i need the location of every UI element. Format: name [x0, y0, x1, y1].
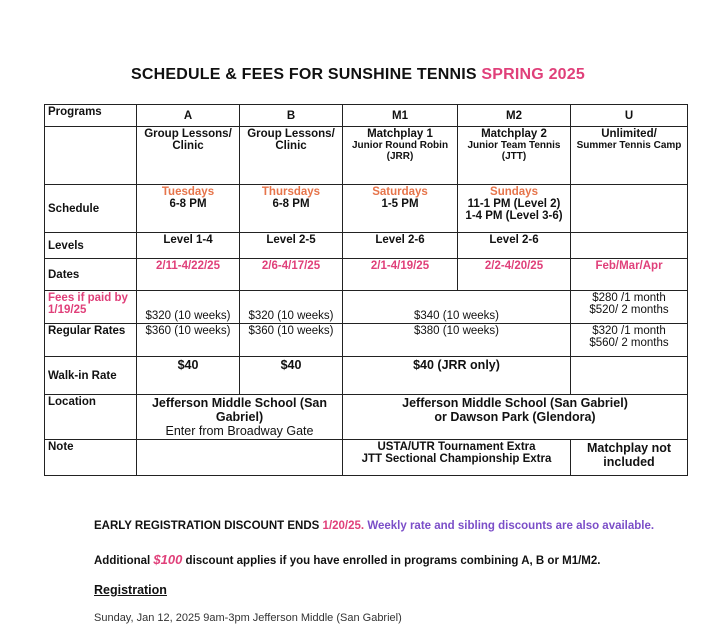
level-u: [571, 233, 688, 259]
title-season: SPRING 2025: [481, 66, 585, 83]
schedule-m2: Sundays 11-1 PM (Level 2) 1-4 PM (Level 3-6): [458, 185, 571, 233]
table-row: [45, 324, 688, 357]
dates-a: 2/11-4/22/25: [137, 259, 240, 291]
registration-line: Sunday, Jan 12, 2025 9am-3pm Jefferson Middle (San Gabriel): [94, 612, 402, 624]
schedule-m1: Saturdays 1-5 PM: [343, 185, 458, 233]
program-name-u: Unlimited/ Summer Tennis Camp: [571, 127, 688, 185]
level-m1: Level 2-6: [343, 233, 458, 259]
table-row: [45, 185, 688, 233]
fees-early-label: Fees if paid by 1/19/25: [45, 291, 137, 324]
dates-u: Feb/Mar/Apr: [571, 259, 688, 291]
regular-rates-label: Regular Rates: [45, 324, 137, 357]
fee-regular-a: $360 (10 weeks): [137, 324, 240, 357]
program-name-b: Group Lessons/ Clinic: [240, 127, 343, 185]
level-b: Level 2-5: [240, 233, 343, 259]
table-row: [45, 395, 688, 440]
table-row: [45, 291, 688, 324]
early-registration-note: EARLY REGISTRATION DISCOUNT ENDS 1/20/25. Weekly rate and sibling discounts are also available.: [94, 520, 655, 532]
additional-discount-note: Additional $100 discount applies if you have enrolled in programs combining A, B or M1/M2.: [94, 552, 601, 567]
fee-regular-b: $360 (10 weeks): [240, 324, 343, 357]
fee-early-a: $320 (10 weeks): [137, 291, 240, 324]
walkin-a: $40: [137, 357, 240, 395]
column-header-m2: M2: [458, 105, 571, 127]
walkin-b: $40: [240, 357, 343, 395]
table-row: [45, 127, 688, 185]
page-title: [0, 66, 716, 84]
walkin-m: $40 (JRR only): [343, 357, 571, 395]
fee-early-m: $340 (10 weeks): [343, 291, 571, 324]
program-name-a: Group Lessons/ Clinic: [137, 127, 240, 185]
column-header-a: A: [137, 105, 240, 127]
level-m2: Level 2-6: [458, 233, 571, 259]
levels-label: Levels: [45, 233, 137, 259]
schedule-u: [571, 185, 688, 233]
schedule-b: Thursdays 6-8 PM: [240, 185, 343, 233]
dates-b: 2/6-4/17/25: [240, 259, 343, 291]
table-row: [45, 259, 688, 291]
table-row: [45, 440, 688, 476]
dates-m2: 2/2-4/20/25: [458, 259, 571, 291]
schedule-table: [44, 104, 688, 476]
registration-heading: Registration: [94, 583, 167, 597]
location-mu: Jefferson Middle School (San Gabriel) or Dawson Park (Glendora): [343, 395, 688, 440]
location-label: Location: [45, 395, 137, 440]
note-m: USTA/UTR Tournament Extra JTT Sectional Championship Extra: [343, 440, 571, 476]
walkin-label: Walk-in Rate: [45, 357, 137, 395]
column-header-b: B: [240, 105, 343, 127]
fee-regular-m: $380 (10 weeks): [343, 324, 571, 357]
fee-early-b: $320 (10 weeks): [240, 291, 343, 324]
dates-label: Dates: [45, 259, 137, 291]
fee-early-u: $280 /1 month $520/ 2 months: [571, 291, 688, 324]
dates-m1: 2/1-4/19/25: [343, 259, 458, 291]
program-name-m2: Matchplay 2 Junior Team Tennis (JTT): [458, 127, 571, 185]
note-ab: [137, 440, 343, 476]
column-header-u: U: [571, 105, 688, 127]
note-label: Note: [45, 440, 137, 476]
fee-regular-u: $320 /1 month $560/ 2 months: [571, 324, 688, 357]
schedule-a: Tuesdays 6-8 PM: [137, 185, 240, 233]
column-header-m1: M1: [343, 105, 458, 127]
location-ab: Jefferson Middle School (San Gabriel) Enter from Broadway Gate: [137, 395, 343, 440]
table-row: [45, 357, 688, 395]
walkin-u: [571, 357, 688, 395]
level-a: Level 1-4: [137, 233, 240, 259]
title-main: SCHEDULE & FEES FOR SUNSHINE TENNIS: [131, 66, 477, 83]
table-row: [45, 233, 688, 259]
table-row: [45, 105, 688, 127]
programs-label: Programs: [45, 105, 137, 127]
program-name-m1: Matchplay 1 Junior Round Robin (JRR): [343, 127, 458, 185]
note-u: Matchplay not included: [571, 440, 688, 476]
schedule-label: Schedule: [45, 185, 137, 233]
